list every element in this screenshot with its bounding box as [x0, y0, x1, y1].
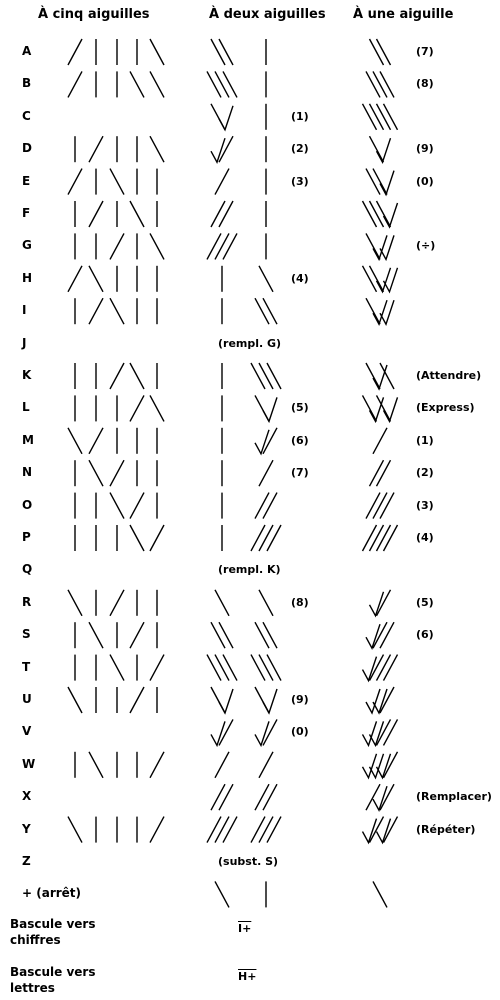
row-center-note: (rempl. G): [218, 336, 282, 350]
two-note: (9): [291, 693, 309, 706]
five-needle-F-3-backslash: [130, 201, 144, 227]
two-note: (4): [291, 271, 309, 285]
two-right-20-1-check: [263, 689, 277, 713]
two-note: (5): [291, 401, 309, 415]
one-10-1-check: [373, 365, 387, 389]
two-right-19-1-backslash: [259, 655, 273, 681]
five-needle-L-3-slash: [130, 395, 144, 421]
two-left-6-0-slash: [207, 233, 221, 259]
five-needle-K-3-backslash: [130, 363, 144, 389]
row-letter: F: [22, 206, 31, 220]
one-4-0-backslash: [366, 169, 380, 195]
two-right-23-0-slash: [255, 784, 269, 810]
two-left-24-2-slash: [223, 817, 237, 843]
two-left-5-0-slash: [211, 201, 225, 227]
one-23-1-check: [373, 786, 387, 810]
one-15-0-slash: [363, 525, 377, 551]
five-needle-I-2-backslash: [110, 298, 124, 324]
row-letter: X: [22, 789, 32, 804]
five-needle-E-2-backslash: [110, 169, 124, 195]
five-needle-N-1-backslash: [89, 460, 103, 486]
row-letter: N: [22, 465, 33, 480]
one-21-1-check: [370, 721, 384, 745]
five-needle-O-2-backslash: [110, 493, 124, 519]
switch-label-line1: Bascule vers: [10, 917, 96, 931]
one-note: (7): [416, 45, 434, 58]
one-note: (0): [416, 174, 434, 188]
one-26-0-backslash: [373, 881, 387, 907]
two-note: (2): [291, 142, 309, 156]
five-needle-H-1-backslash: [89, 266, 103, 292]
five-needle-O-3-slash: [130, 493, 144, 519]
two-right-19-2-backslash: [267, 655, 281, 681]
five-needle-P-4-slash: [150, 525, 164, 551]
two-right-22-0-slash: [259, 752, 273, 778]
one-14-1-slash: [373, 493, 387, 519]
two-right-12-0-check: [255, 430, 269, 454]
two-left-22-0-slash: [215, 752, 229, 778]
switch-label-line2: chiffres: [10, 933, 61, 947]
two-right-19-0-backslash: [251, 655, 265, 681]
one-7-1-backslash: [370, 266, 384, 292]
one-note: (1): [416, 433, 434, 447]
one-2-2-backslash: [377, 104, 391, 130]
two-right-15-0-slash: [251, 525, 265, 551]
one-15-2-slash: [377, 525, 391, 551]
two-right-8-1-backslash: [263, 298, 277, 324]
five-needle-K-2-slash: [110, 363, 124, 389]
two-note: (7): [291, 466, 309, 480]
two-right-21-0-check: [255, 721, 269, 745]
one-21-0-check: [363, 721, 377, 745]
one-note: (2): [416, 466, 434, 480]
row-letter: K: [22, 368, 32, 382]
one-note: (Express): [416, 401, 475, 415]
two-right-18-0-backslash: [255, 622, 269, 648]
two-left-23-1-slash: [219, 784, 233, 810]
one-1-0-backslash: [366, 71, 380, 97]
one-11-0-backslash: [363, 395, 377, 421]
two-left-1-2-backslash: [223, 71, 237, 97]
one-10-0-backslash: [366, 363, 380, 389]
two-note: (6): [291, 433, 309, 447]
one-19-2-slash: [377, 655, 391, 681]
one-note: (8): [416, 77, 434, 91]
one-5-3-check: [384, 203, 398, 227]
five-needle-R-0-backslash: [68, 590, 82, 616]
two-right-17-0-backslash: [259, 590, 273, 616]
switch-code: H+: [238, 970, 257, 983]
one-14-0-slash: [366, 493, 380, 519]
one-19-3-slash: [384, 655, 398, 681]
row-letter: T: [22, 659, 31, 674]
five-needle-B-3-backslash: [130, 71, 144, 97]
two-right-23-1-slash: [263, 784, 277, 810]
one-15-1-slash: [370, 525, 384, 551]
two-right-11-1-check: [263, 397, 277, 421]
five-needle-F-1-slash: [89, 201, 103, 227]
one-0-0-backslash: [370, 39, 384, 65]
row-letter: A: [22, 44, 32, 58]
five-needle-D-4-backslash: [150, 136, 164, 162]
two-left-1-1-backslash: [215, 71, 229, 97]
two-left-19-0-backslash: [207, 655, 221, 681]
row-letter: M: [22, 432, 34, 447]
row-letter: W: [22, 756, 36, 771]
two-left-1-0-backslash: [207, 71, 221, 97]
one-6-0-backslash: [366, 233, 380, 259]
one-22-0-check: [363, 754, 377, 778]
two-note: (1): [291, 109, 309, 123]
one-8-2-check: [380, 300, 394, 324]
five-needle-A-0-slash: [68, 39, 82, 65]
one-4-2-check: [380, 171, 394, 195]
two-right-10-0-backslash: [251, 363, 265, 389]
row-letter: B: [22, 76, 32, 91]
one-0-1-backslash: [377, 39, 391, 65]
row-letter: E: [22, 173, 31, 188]
five-needle-N-2-slash: [110, 460, 124, 486]
one-6-2-check: [380, 235, 394, 259]
switch-label-line1: Bascule vers: [10, 965, 96, 979]
row-letter: + (arrêt): [22, 886, 82, 901]
switch-code: I+: [238, 922, 252, 935]
one-13-0-slash: [370, 460, 384, 486]
one-2-1-backslash: [370, 104, 384, 130]
row-letter: V: [22, 724, 32, 739]
two-left-24-1-slash: [215, 817, 229, 843]
one-note: (3): [416, 498, 434, 512]
two-left-19-1-backslash: [215, 655, 229, 681]
one-22-1-check: [370, 754, 384, 778]
two-left-6-2-slash: [223, 233, 237, 259]
two-left-18-0-backslash: [211, 622, 225, 648]
two-right-24-2-slash: [267, 817, 281, 843]
one-1-1-backslash: [373, 71, 387, 97]
one-7-3-check: [384, 268, 398, 292]
one-note: (4): [416, 531, 434, 544]
one-18-0-check: [366, 624, 380, 648]
one-12-0-slash: [373, 428, 387, 454]
one-21-3-slash: [384, 719, 398, 745]
row-center-note: (rempl. K): [218, 563, 281, 577]
five-needle-T-4-slash: [150, 655, 164, 681]
five-needle-S-1-backslash: [89, 622, 103, 648]
row-letter: J: [22, 335, 27, 350]
two-left-24-0-slash: [207, 817, 221, 843]
five-needle-U-3-slash: [130, 687, 144, 713]
row-letter: P: [22, 530, 31, 544]
two-right-10-1-backslash: [259, 363, 273, 389]
two-right-13-0-slash: [259, 460, 273, 486]
two-right-18-1-backslash: [263, 622, 277, 648]
one-6-1-check: [373, 235, 387, 259]
two-note: (0): [291, 725, 309, 739]
row-letter: C: [22, 108, 31, 123]
two-left-0-0-backslash: [211, 39, 225, 65]
five-needle-M-1-slash: [89, 428, 103, 454]
two-left-20-1-check: [219, 689, 233, 713]
header-one-needle: À une aiguille: [353, 7, 454, 22]
one-note: (6): [416, 628, 434, 642]
two-right-8-0-backslash: [255, 298, 269, 324]
two-left-23-0-slash: [211, 784, 225, 810]
switch-label-line2: lettres: [10, 981, 55, 995]
one-18-2-slash: [380, 622, 394, 648]
one-1-2-backslash: [380, 71, 394, 97]
five-needle-M-0-backslash: [68, 428, 82, 454]
five-needle-G-2-slash: [110, 233, 124, 259]
five-needle-R-2-slash: [110, 590, 124, 616]
one-2-3-backslash: [384, 104, 398, 130]
row-letter: H: [22, 270, 33, 285]
switch-label: [10, 964, 96, 996]
one-11-3-check: [384, 397, 398, 421]
five-needle-D-1-slash: [89, 136, 103, 162]
row-center-note: (subst. S): [218, 855, 279, 868]
two-left-0-1-backslash: [219, 39, 233, 65]
one-3-1-check: [377, 138, 391, 162]
two-right-24-0-slash: [251, 817, 265, 843]
one-15-3-slash: [384, 525, 398, 551]
one-3-0-backslash: [370, 136, 384, 162]
header-two-needles: À deux aiguilles: [209, 7, 326, 22]
one-note: (Remplacer): [416, 790, 492, 804]
five-needle-B-0-slash: [68, 71, 82, 97]
five-needle-B-4-backslash: [150, 71, 164, 97]
two-left-6-1-slash: [215, 233, 229, 259]
one-23-0-slash: [366, 784, 380, 810]
one-7-2-check: [377, 268, 391, 292]
two-note: (3): [291, 174, 309, 188]
two-left-4-0-slash: [215, 169, 229, 195]
two-right-24-1-slash: [259, 817, 273, 843]
one-24-2-check: [377, 819, 391, 843]
row-letter: U: [22, 692, 32, 706]
one-19-0-check: [363, 657, 377, 681]
five-needle-S-3-slash: [130, 622, 144, 648]
five-needle-G-4-backslash: [150, 233, 164, 259]
five-needle-T-2-backslash: [110, 655, 124, 681]
row-letter: G: [22, 238, 32, 253]
two-right-10-2-backslash: [267, 363, 281, 389]
row-letter: Z: [22, 854, 31, 868]
row-letter: D: [22, 141, 32, 156]
one-note: (÷): [416, 239, 436, 253]
one-5-0-backslash: [363, 201, 377, 227]
two-right-14-1-slash: [263, 493, 277, 519]
one-7-0-backslash: [363, 266, 377, 292]
five-needle-Y-4-slash: [150, 817, 164, 843]
five-needle-A-4-backslash: [150, 39, 164, 65]
one-17-0-check: [370, 592, 384, 616]
one-5-1-backslash: [370, 201, 384, 227]
two-left-2-1-check: [219, 106, 233, 130]
row-letter: O: [22, 497, 33, 512]
row-letter: Q: [22, 562, 33, 577]
five-needle-L-4-backslash: [150, 395, 164, 421]
one-5-2-backslash: [377, 201, 391, 227]
row-letter: R: [22, 594, 32, 609]
one-11-1-check: [370, 397, 384, 421]
one-note: (5): [416, 595, 434, 609]
one-8-0-backslash: [366, 298, 380, 324]
one-20-0-check: [366, 689, 380, 713]
two-left-26-0-backslash: [215, 881, 229, 907]
two-left-17-0-backslash: [215, 590, 229, 616]
five-needle-Y-0-backslash: [68, 817, 82, 843]
one-note: (9): [416, 142, 434, 156]
row-letter: S: [22, 627, 31, 642]
two-right-7-0-backslash: [259, 266, 273, 292]
two-left-5-1-slash: [219, 201, 233, 227]
row-letter: I: [22, 303, 27, 318]
five-needle-E-0-slash: [68, 169, 82, 195]
two-right-15-2-slash: [267, 525, 281, 551]
five-needle-W-1-backslash: [89, 752, 103, 778]
one-13-1-slash: [377, 460, 391, 486]
one-2-0-backslash: [363, 104, 377, 130]
header-five-needles: À cinq aiguilles: [38, 7, 150, 22]
two-right-15-1-slash: [259, 525, 273, 551]
one-14-2-slash: [380, 493, 394, 519]
switch-label: [10, 916, 96, 948]
five-needle-W-4-slash: [150, 752, 164, 778]
two-note: (8): [291, 595, 309, 609]
two-left-18-1-backslash: [219, 622, 233, 648]
one-4-1-backslash: [373, 169, 387, 195]
two-right-14-0-slash: [255, 493, 269, 519]
five-needle-U-0-backslash: [68, 687, 82, 713]
two-left-19-2-backslash: [223, 655, 237, 681]
one-20-1-check: [373, 689, 387, 713]
five-needle-I-1-slash: [89, 298, 103, 324]
one-24-0-check: [363, 819, 377, 843]
one-note: (Répéter): [416, 822, 476, 836]
one-note: (Attendre): [416, 369, 482, 382]
row-letter: L: [22, 400, 30, 415]
five-needle-H-0-slash: [68, 266, 82, 292]
one-8-1-check: [373, 300, 387, 324]
two-left-3-0-check: [211, 138, 225, 162]
one-22-2-check: [377, 754, 391, 778]
five-needle-P-3-backslash: [130, 525, 144, 551]
row-letter: Y: [22, 821, 31, 836]
two-left-21-0-check: [211, 721, 225, 745]
